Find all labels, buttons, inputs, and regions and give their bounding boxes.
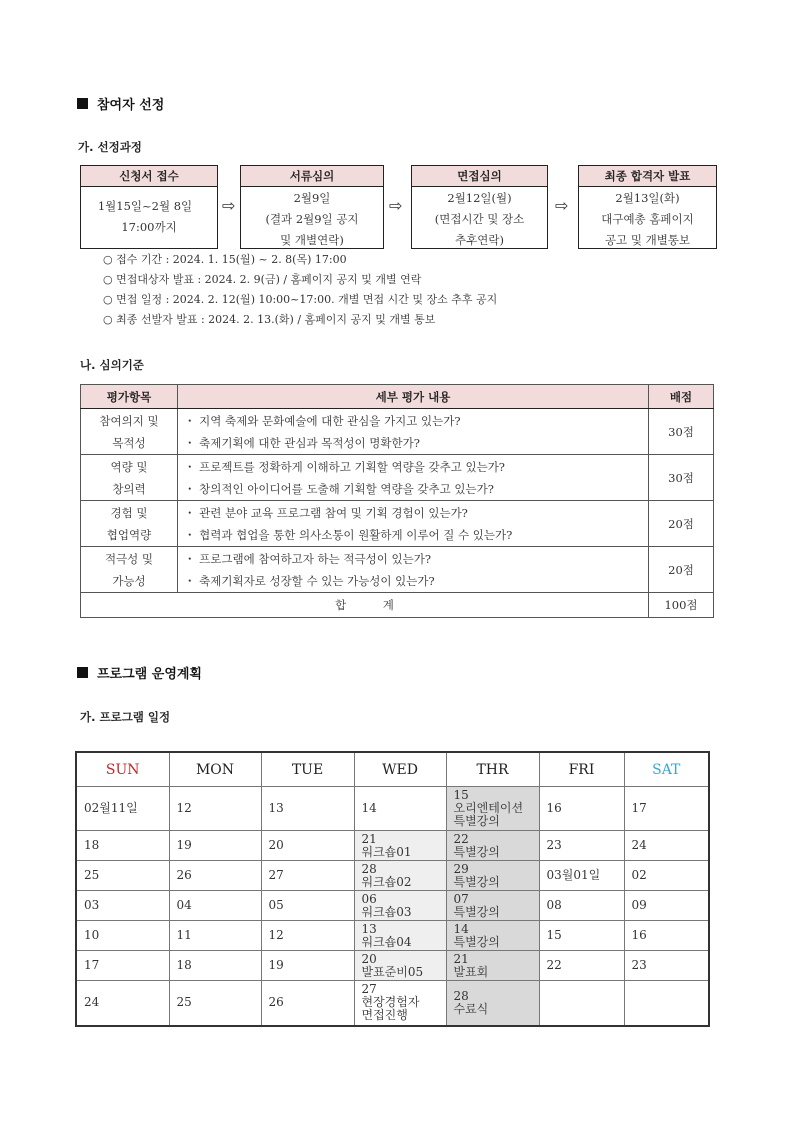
note-item: ○ 면접대상자 발표 : 2024. 2. 9(금) / 홈페이지 공지 및 개별 연락 [103, 273, 422, 286]
process-step-body [579, 187, 716, 251]
calendar-event: 발표회 [453, 964, 489, 979]
process-step-line: 추후연락) [455, 233, 504, 247]
calendar-day-cell [76, 891, 169, 921]
detail-line: ・ 관련 분야 교육 프로그램 참여 및 기획 경험이 있는가? [184, 505, 468, 520]
calendar-date: 04 [176, 898, 192, 912]
calendar-day-cell [624, 891, 709, 921]
criteria-table [80, 384, 714, 618]
criteria-points: 20점 [649, 501, 714, 547]
calendar-day-cell [261, 787, 354, 831]
calendar-day-cell [169, 981, 261, 1026]
calendar-date: 14 [453, 921, 469, 936]
calendar-day-cell [354, 951, 446, 981]
calendar-date: 02월11일 [84, 801, 138, 815]
calendar-date: 17 [84, 958, 100, 972]
column-header: 세부 평가 내용 [178, 385, 649, 409]
calendar-day-cell [539, 891, 624, 921]
calendar-day-cell [261, 981, 354, 1026]
calendar-date: 21 [453, 951, 469, 966]
detail-line: ・ 협력과 협업을 통한 의사소통이 원활하게 이루어 질 수 있는가? [184, 527, 513, 542]
calendar-day-cell [624, 921, 709, 951]
calendar-day-cell [354, 787, 446, 831]
calendar-date: 27 [361, 982, 377, 997]
criteria-category [81, 455, 178, 501]
calendar-header-row [76, 752, 709, 787]
process-step-document-review [240, 165, 384, 249]
right-arrow-icon: ⇨ [389, 196, 403, 215]
calendar-day-cell [624, 981, 709, 1026]
calendar-day-cell [624, 831, 709, 861]
section-title: 참여자 선정 [97, 98, 165, 113]
calendar-date: 05 [268, 898, 284, 912]
category-line: 적극성 및 [104, 551, 154, 566]
category-line: 참여의지 및 [99, 413, 159, 428]
calendar-day-cell [446, 787, 539, 831]
calendar-day-cell [76, 861, 169, 891]
calendar-date: 28 [361, 861, 377, 876]
detail-line: ・ 지역 축제와 문화예술에 대한 관심을 가지고 있는가? [184, 413, 461, 428]
calendar-date: 22 [546, 958, 562, 972]
criteria-category [81, 547, 178, 593]
section-heading-participant-selection [77, 94, 164, 113]
calendar-date: 22 [453, 831, 469, 846]
calendar-event: 면접진행 [361, 1008, 408, 1023]
calendar-day-cell [261, 921, 354, 951]
note-item: ○ 면접 일정 : 2024. 2. 12(월) 10:00~17:00. 개별 면접 시간 및 장소 추후 공지 [103, 293, 498, 306]
criteria-category [81, 501, 178, 547]
subsection-title-schedule: 가. 프로그램 일정 [80, 710, 171, 724]
criteria-row [81, 455, 714, 501]
column-header: 배점 [649, 385, 714, 409]
calendar-event: 워크숍01 [361, 844, 412, 859]
right-arrow-icon: ⇨ [222, 196, 236, 215]
calendar-date: 21 [361, 831, 377, 846]
process-step-header: 최종 합격자 발표 [579, 166, 716, 187]
calendar-day-cell [76, 831, 169, 861]
calendar-date: 17 [631, 801, 647, 815]
process-step-line: 2월12일(월) [447, 191, 512, 205]
calendar-date: 19 [176, 838, 192, 852]
calendar-day-cell [539, 921, 624, 951]
process-step-body [241, 187, 383, 251]
calendar-date: 16 [631, 928, 647, 942]
detail-line: ・ 프로그램에 참여하고자 하는 적극성이 있는가? [184, 551, 432, 566]
calendar-day-cell [354, 921, 446, 951]
selection-notes-list [103, 250, 497, 330]
calendar-date: 16 [546, 801, 562, 815]
right-arrow-icon: ⇨ [555, 196, 569, 215]
day-header-thr: THR [446, 752, 539, 787]
section-heading-program-plan [77, 663, 202, 682]
calendar-day-cell [539, 861, 624, 891]
process-step-application [80, 165, 218, 249]
column-header: 평가항목 [81, 385, 178, 409]
program-calendar [75, 751, 710, 1027]
section-title: 프로그램 운영계획 [97, 667, 202, 682]
calendar-day-cell [539, 831, 624, 861]
calendar-day-cell [446, 981, 539, 1026]
process-step-line: 공고 및 개별통보 [604, 233, 691, 247]
total-points: 100점 [649, 593, 714, 618]
calendar-day-cell [261, 861, 354, 891]
calendar-date: 11 [176, 928, 192, 942]
calendar-event: 워크숍03 [361, 904, 412, 919]
calendar-date: 12 [176, 801, 192, 815]
category-line: 가능성 [112, 573, 146, 588]
calendar-date: 27 [268, 868, 284, 882]
day-header-wed: WED [354, 752, 446, 787]
process-step-interview [411, 165, 548, 249]
criteria-header-row [81, 385, 714, 409]
calendar-event: 특별강의 [453, 934, 500, 949]
criteria-row [81, 547, 714, 593]
criteria-details [178, 547, 649, 593]
calendar-date: 06 [361, 891, 377, 906]
category-line: 역량 및 [110, 459, 148, 474]
calendar-event: 워크숍04 [361, 934, 412, 949]
calendar-week-row [76, 891, 709, 921]
process-step-header: 신청서 접수 [81, 166, 217, 187]
calendar-day-cell [261, 831, 354, 861]
calendar-day-cell [624, 861, 709, 891]
calendar-date: 24 [631, 838, 647, 852]
calendar-date: 12 [268, 928, 284, 942]
criteria-points: 30점 [649, 455, 714, 501]
calendar-week-row [76, 981, 709, 1026]
detail-line: ・ 축제기획자로 성장할 수 있는 가능성이 있는가? [184, 573, 435, 588]
calendar-date: 02 [631, 868, 647, 882]
process-step-line: 2월13일(화) [615, 191, 680, 205]
calendar-date: 26 [268, 995, 284, 1010]
detail-line: ・ 프로젝트를 정확하게 이해하고 기획할 역량을 갖추고 있는가? [184, 459, 505, 474]
subsection-title-criteria: 나. 심의기준 [80, 358, 144, 372]
calendar-date: 19 [268, 958, 284, 972]
process-step-line: (면접시간 및 장소 [434, 212, 525, 226]
note-item: ○ 최종 선발자 발표 : 2024. 2. 13.(화) / 홈페이지 공지 및 개별 통보 [103, 313, 436, 326]
calendar-event: 특별강의 [453, 814, 500, 828]
calendar-date: 09 [631, 898, 647, 912]
calendar-date: 26 [176, 868, 192, 882]
calendar-date: 23 [631, 958, 647, 972]
process-step-line: 1월15일~2월 8일 [97, 199, 193, 213]
calendar-date: 29 [453, 861, 469, 876]
black-square-bullet-icon [77, 98, 88, 109]
subsection-title-selection-process: 가. 선정과정 [78, 140, 142, 154]
calendar-day-cell [76, 951, 169, 981]
process-step-line: 및 개별연락) [280, 233, 344, 247]
day-header-fri: FRI [539, 752, 624, 787]
process-step-line: 2월9일 [293, 191, 331, 205]
process-step-line: 대구예총 홈페이지 [601, 212, 694, 226]
calendar-day-cell [169, 787, 261, 831]
detail-line: ・ 창의적인 아이디어를 도출해 기획할 역량을 갖추고 있는가? [184, 481, 494, 496]
calendar-event: 특별강의 [453, 904, 500, 919]
calendar-day-cell [539, 981, 624, 1026]
category-line: 목적성 [112, 435, 146, 450]
calendar-day-cell [539, 951, 624, 981]
note-item: ○ 접수 기간 : 2024. 1. 15(월) ~ 2. 8(목) 17:00 [103, 253, 347, 266]
calendar-date: 13 [268, 801, 284, 815]
process-step-final-announcement [578, 165, 717, 249]
calendar-day-cell [169, 921, 261, 951]
criteria-details [178, 501, 649, 547]
calendar-day-cell [539, 787, 624, 831]
calendar-week-row [76, 831, 709, 861]
calendar-event: 특별강의 [453, 874, 500, 889]
calendar-date: 13 [361, 921, 377, 936]
calendar-day-cell [354, 861, 446, 891]
calendar-date: 18 [176, 958, 192, 972]
criteria-total-row [81, 593, 714, 618]
calendar-event: 현장경험자 [361, 995, 420, 1010]
day-header-sat: SAT [624, 752, 709, 787]
criteria-details [178, 455, 649, 501]
criteria-details [178, 409, 649, 455]
day-header-mon: MON [169, 752, 261, 787]
day-header-tue: TUE [261, 752, 354, 787]
calendar-day-cell [169, 951, 261, 981]
process-step-body [81, 187, 217, 247]
criteria-points: 30점 [649, 409, 714, 455]
calendar-day-cell [624, 951, 709, 981]
calendar-day-cell [261, 951, 354, 981]
calendar-event: 발표준비05 [361, 964, 424, 979]
calendar-date: 20 [361, 951, 377, 966]
criteria-row [81, 409, 714, 455]
black-square-bullet-icon [77, 667, 88, 678]
criteria-row [81, 501, 714, 547]
calendar-day-cell [446, 891, 539, 921]
calendar-week-row [76, 861, 709, 891]
day-header-sun: SUN [76, 752, 169, 787]
calendar-day-cell [169, 861, 261, 891]
calendar-date: 14 [361, 801, 377, 815]
calendar-day-cell [76, 921, 169, 951]
calendar-day-cell [169, 831, 261, 861]
calendar-day-cell [354, 891, 446, 921]
calendar-day-cell [624, 787, 709, 831]
calendar-date: 08 [546, 898, 562, 912]
calendar-date: 23 [546, 838, 562, 852]
category-line: 협업역량 [106, 527, 152, 542]
calendar-week-row [76, 951, 709, 981]
calendar-date: 15 [453, 788, 469, 802]
calendar-date: 28 [453, 988, 469, 1003]
category-line: 경험 및 [110, 505, 148, 520]
criteria-category [81, 409, 178, 455]
calendar-day-cell [169, 891, 261, 921]
calendar-week-row [76, 787, 709, 831]
criteria-points: 20점 [649, 547, 714, 593]
calendar-date: 03월01일 [546, 868, 601, 882]
calendar-event: 특별강의 [453, 844, 500, 859]
calendar-day-cell [446, 951, 539, 981]
process-step-line: (결과 2월9일 공지 [265, 212, 359, 226]
process-step-body [412, 187, 547, 251]
calendar-event: 오리엔테이션 [453, 801, 524, 815]
process-step-header: 서류심의 [241, 166, 383, 187]
calendar-date: 25 [176, 995, 192, 1010]
calendar-day-cell [446, 921, 539, 951]
calendar-date: 24 [84, 995, 100, 1010]
calendar-event: 수료식 [453, 1001, 489, 1016]
calendar-event: 워크숍02 [361, 874, 412, 889]
calendar-day-cell [354, 981, 446, 1026]
process-step-header: 면접심의 [412, 166, 547, 187]
calendar-date: 15 [546, 928, 562, 942]
calendar-day-cell [76, 981, 169, 1026]
category-line: 창의력 [112, 481, 146, 496]
detail-line: ・ 축제기획에 대한 관심과 목적성이 명확한가? [184, 435, 420, 450]
total-label: 합 계 [81, 593, 649, 618]
process-step-line: 17:00까지 [121, 220, 177, 234]
calendar-day-cell [446, 831, 539, 861]
calendar-date: 03 [84, 898, 100, 912]
calendar-date: 20 [268, 838, 284, 852]
calendar-day-cell [261, 891, 354, 921]
calendar-day-cell [354, 831, 446, 861]
calendar-date: 25 [84, 868, 100, 882]
calendar-date: 07 [453, 891, 469, 906]
calendar-date: 18 [84, 838, 100, 852]
calendar-day-cell [76, 787, 169, 831]
calendar-week-row [76, 921, 709, 951]
calendar-day-cell [446, 861, 539, 891]
calendar-date: 10 [84, 928, 100, 942]
